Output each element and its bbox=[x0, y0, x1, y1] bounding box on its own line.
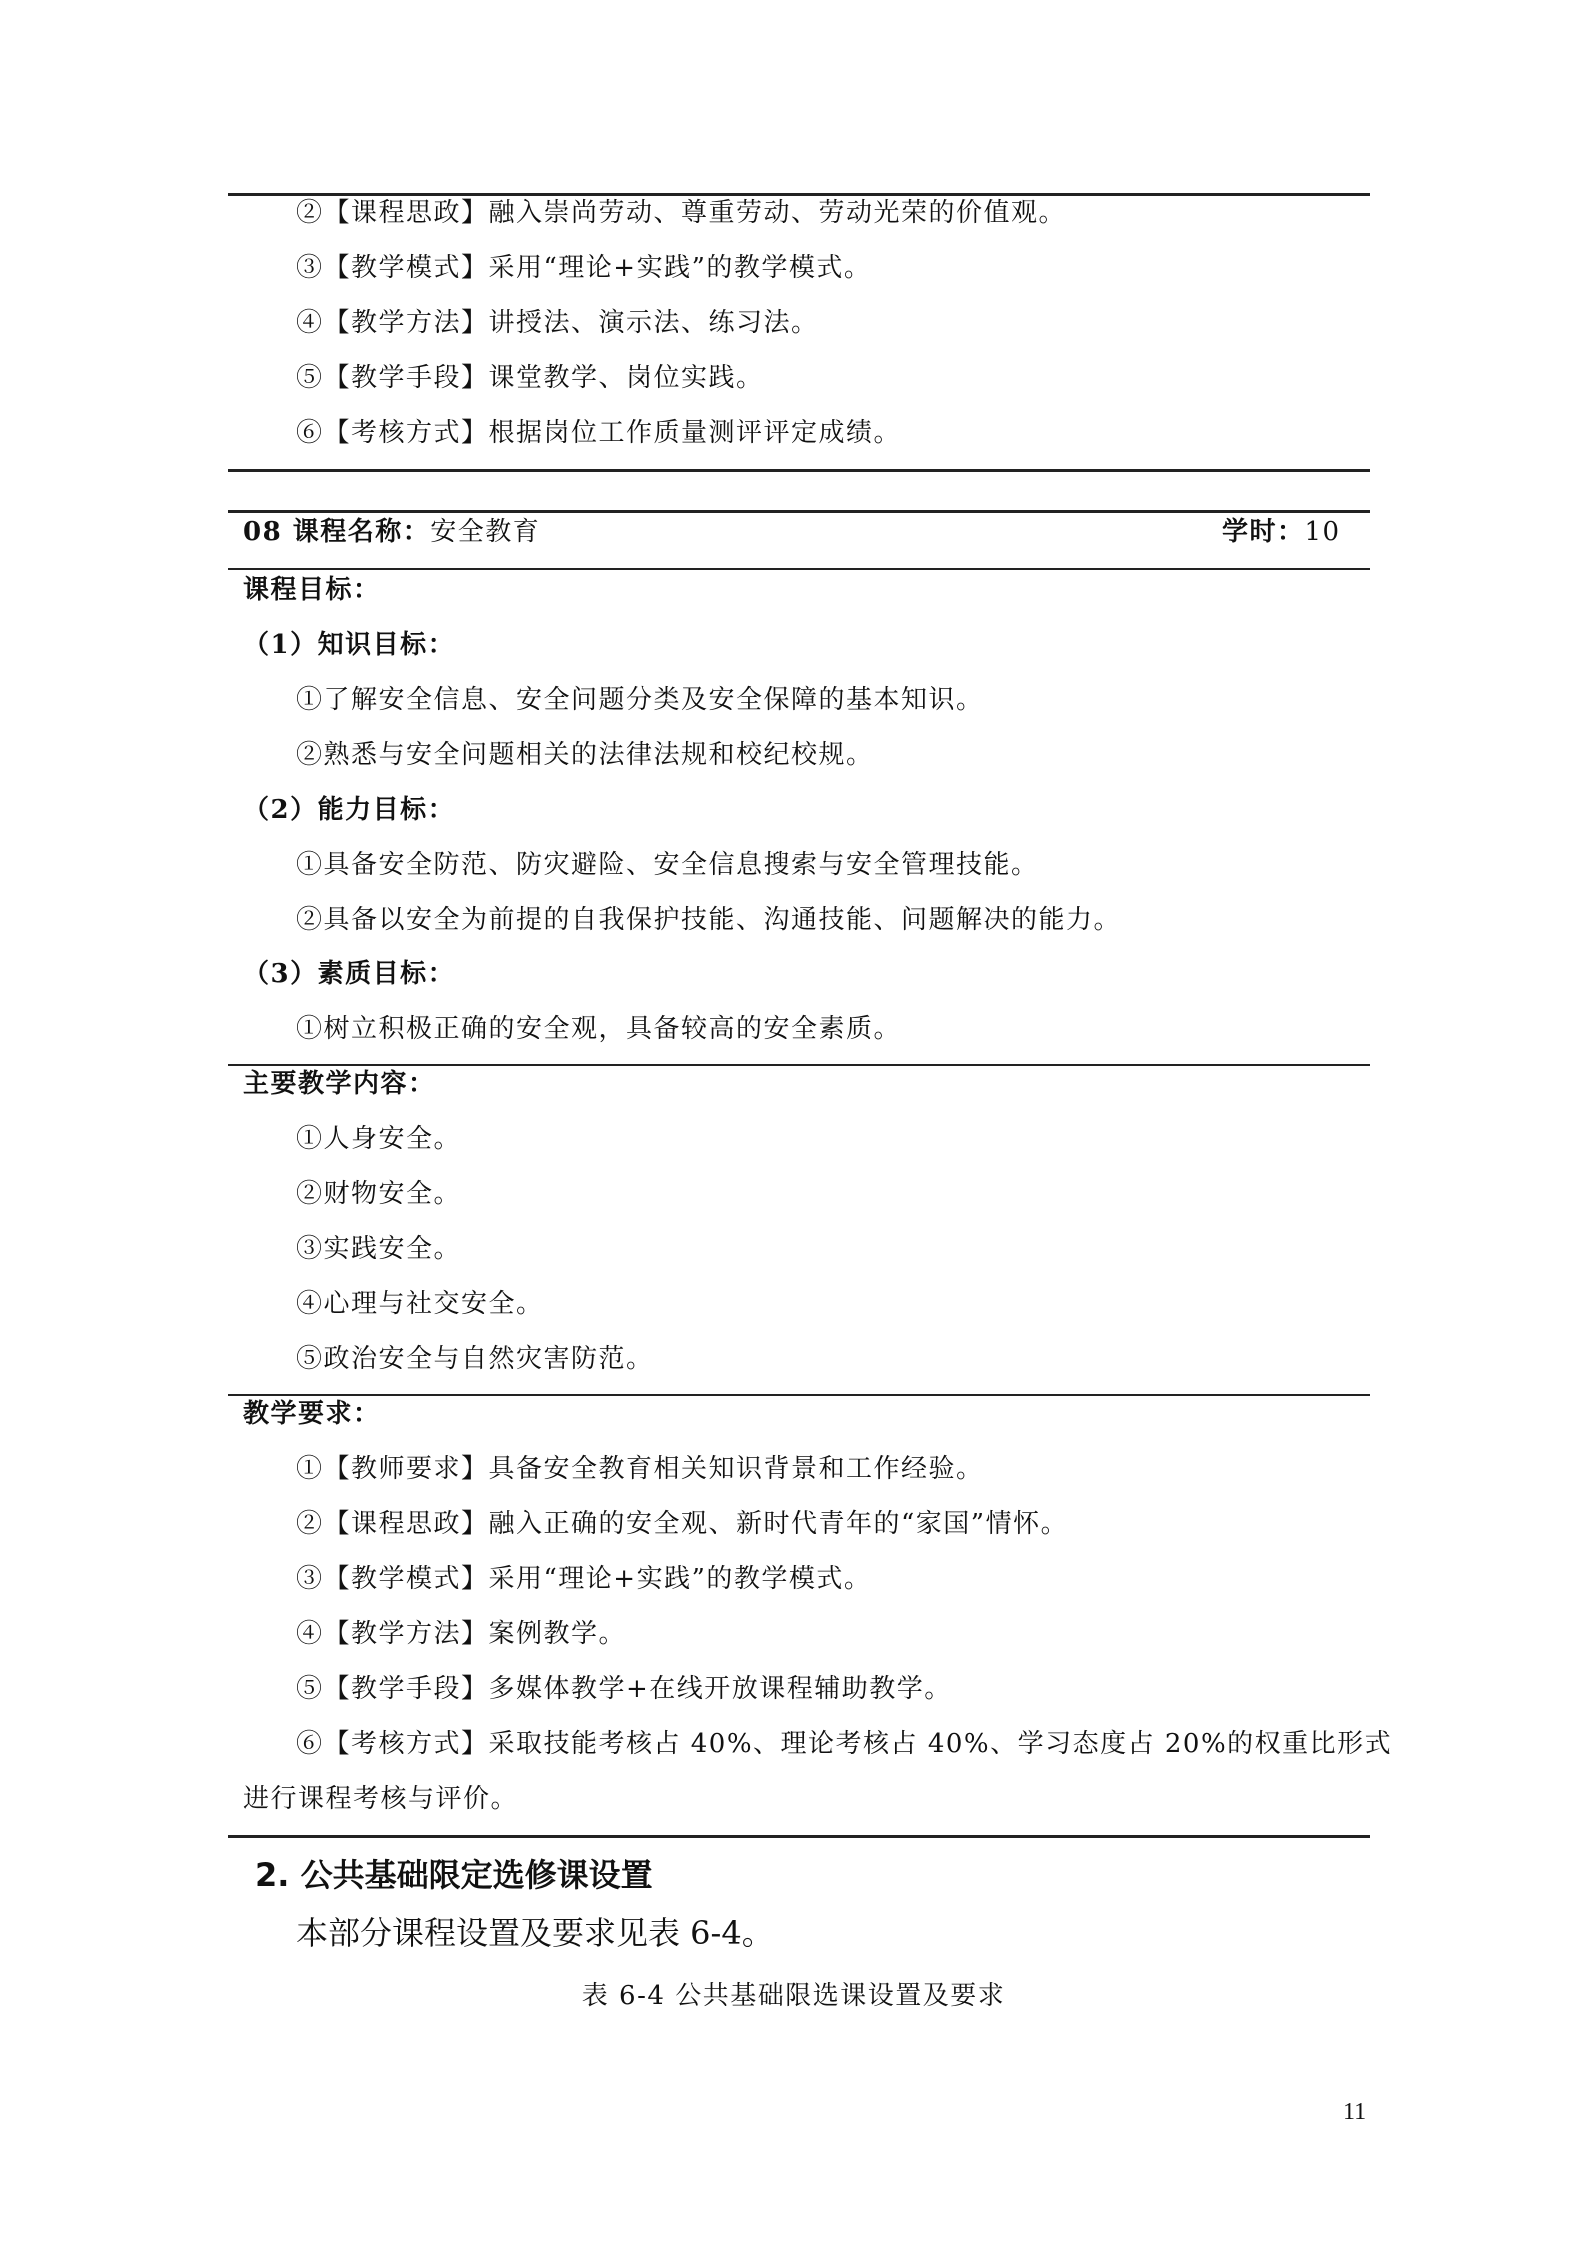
ability-goal-label: （2）能力目标： bbox=[243, 795, 456, 825]
requirements-label: 教学要求： bbox=[243, 1399, 381, 1429]
requirement-item: ⑤【教学手段】课堂教学、岗位实践。 bbox=[296, 363, 764, 393]
requirement-item: ①【教师要求】具备安全教育相关知识背景和工作经验。 bbox=[296, 1454, 984, 1484]
requirement-continuation: 进行课程考核与评价。 bbox=[243, 1784, 519, 1814]
requirement-item: ④【教学方法】案例教学。 bbox=[296, 1619, 627, 1649]
hours-value: 10 bbox=[1304, 517, 1341, 547]
content-label: 主要教学内容： bbox=[243, 1069, 436, 1099]
ability-item: ①具备安全防范、防灾避险、安全信息搜索与安全管理技能。 bbox=[296, 850, 1039, 880]
course-header bbox=[243, 516, 540, 548]
course-name: 安全教育 bbox=[430, 517, 541, 547]
table-top-border bbox=[228, 193, 1370, 196]
section-paragraph: 本部分课程设置及要求见表 6-4。 bbox=[296, 1914, 774, 1952]
table-caption: 表 6-4 公共基础限选课设置及要求 bbox=[581, 1981, 1006, 2011]
page-number: 11 bbox=[1343, 2099, 1367, 2125]
table-bottom-border bbox=[228, 469, 1370, 472]
requirement-item: ③【教学模式】采用“理论+实践”的教学模式。 bbox=[296, 1564, 872, 1594]
requirement-item: ③【教学模式】采用“理论+实践”的教学模式。 bbox=[296, 253, 872, 283]
content-item: ⑤政治安全与自然灾害防范。 bbox=[296, 1344, 654, 1374]
row-divider bbox=[228, 1394, 1370, 1396]
knowledge-item: ②熟悉与安全问题相关的法律法规和校纪校规。 bbox=[296, 740, 874, 770]
requirement-item: ⑥【考核方式】采取技能考核占 40%、理论考核占 40%、学习态度占 20%的权重比形式 bbox=[296, 1729, 1393, 1759]
table-bottom-border bbox=[228, 1835, 1370, 1838]
requirement-item: ④【教学方法】讲授法、演示法、练习法。 bbox=[296, 308, 819, 338]
requirement-item: ⑤【教学手段】多媒体教学+在线开放课程辅助教学。 bbox=[296, 1674, 952, 1704]
content-item: ①人身安全。 bbox=[296, 1124, 462, 1154]
goals-label: 课程目标： bbox=[243, 575, 381, 605]
quality-item: ①树立积极正确的安全观，具备较高的安全素质。 bbox=[296, 1014, 902, 1044]
row-divider bbox=[228, 568, 1370, 570]
course-hours bbox=[1222, 516, 1341, 548]
knowledge-goal-label: （1）知识目标： bbox=[243, 630, 456, 660]
requirement-item: ②【课程思政】融入崇尚劳动、尊重劳动、劳动光荣的价值观。 bbox=[296, 198, 1067, 228]
ability-item: ②具备以安全为前提的自我保护技能、沟通技能、问题解决的能力。 bbox=[296, 905, 1122, 935]
table-top-border bbox=[228, 510, 1370, 513]
content-item: ④心理与社交安全。 bbox=[296, 1289, 544, 1319]
quality-goal-label: （3）素质目标： bbox=[243, 959, 456, 989]
requirement-item: ⑥【考核方式】根据岗位工作质量测评评定成绩。 bbox=[296, 418, 902, 448]
content-item: ②财物安全。 bbox=[296, 1179, 462, 1209]
section-heading: 2. 公共基础限定选修课设置 bbox=[255, 1856, 653, 1894]
requirement-item: ②【课程思政】融入正确的安全观、新时代青年的“家国”情怀。 bbox=[296, 1509, 1069, 1539]
hours-label: 学时： bbox=[1222, 517, 1305, 547]
content-item: ③实践安全。 bbox=[296, 1234, 462, 1264]
row-divider bbox=[228, 1064, 1370, 1066]
course-number-label: 08 课程名称： bbox=[243, 517, 431, 547]
knowledge-item: ①了解安全信息、安全问题分类及安全保障的基本知识。 bbox=[296, 685, 984, 715]
